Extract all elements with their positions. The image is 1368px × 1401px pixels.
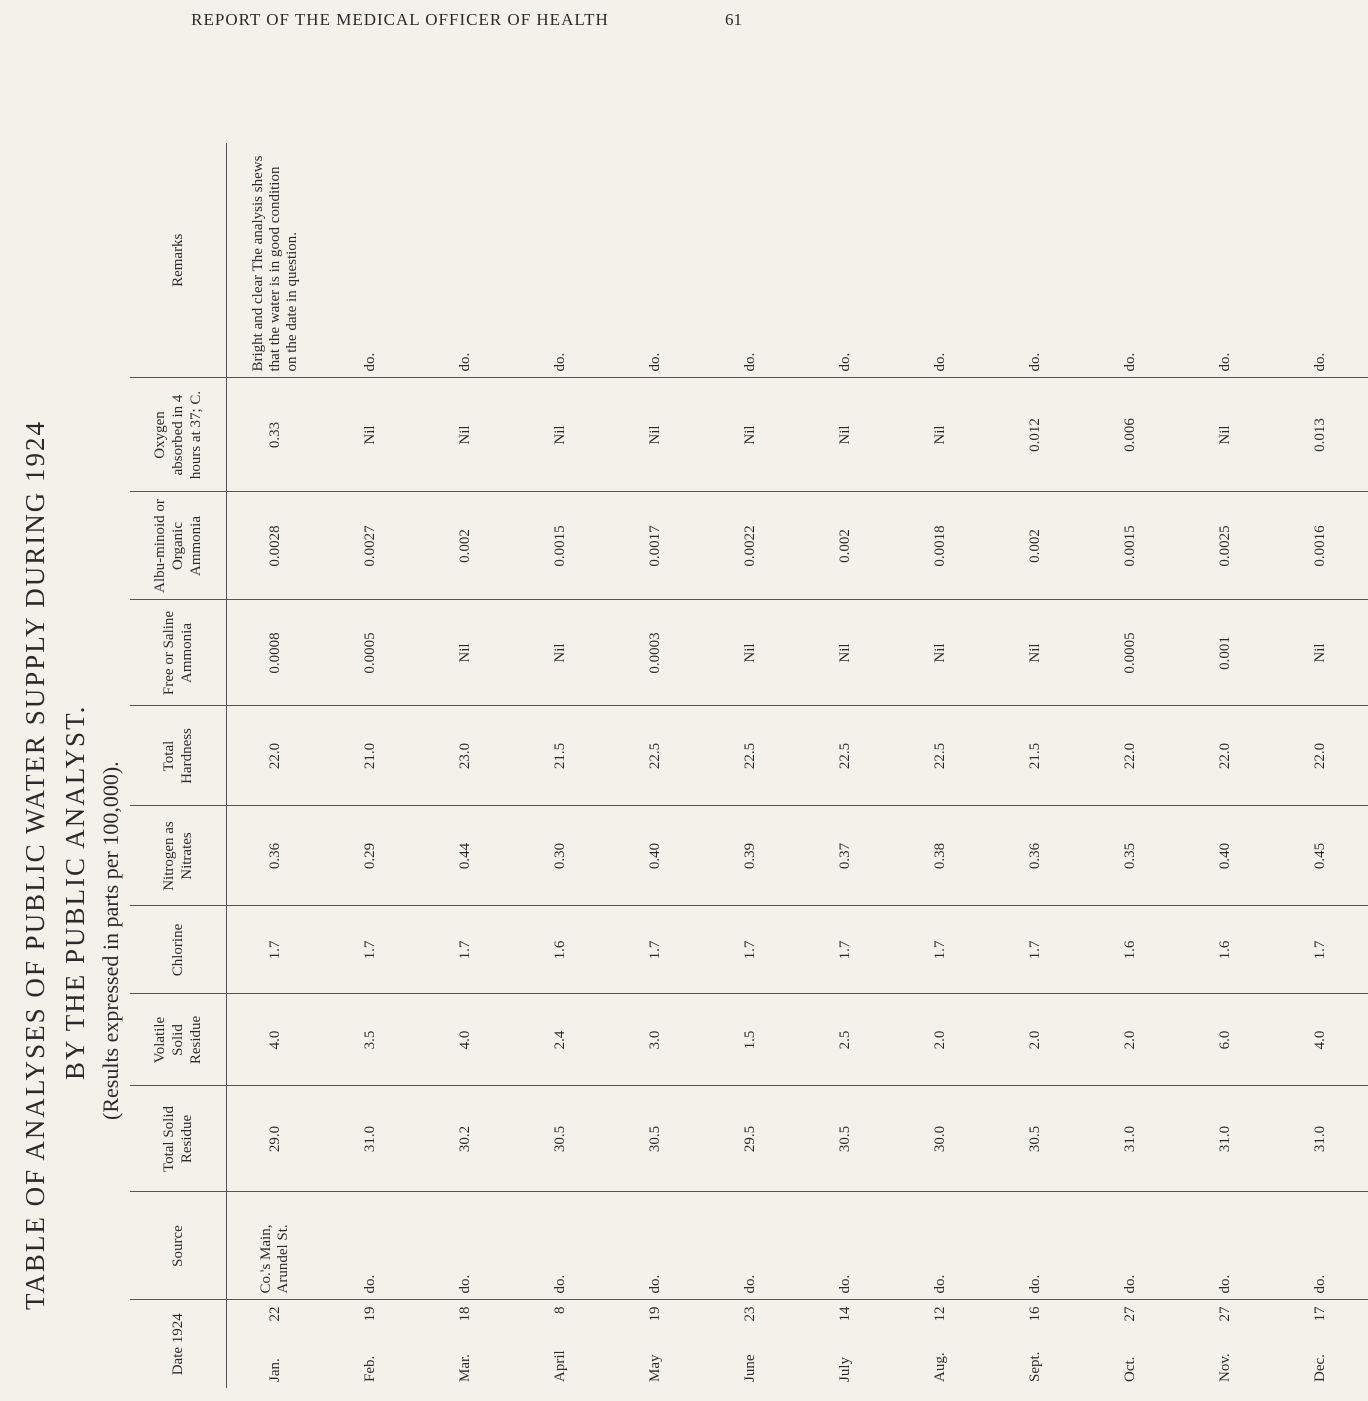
date-cell [1178, 1300, 1273, 1388]
nitrates-cell: 0.30 [513, 806, 608, 906]
date-cell [323, 1300, 418, 1388]
date-cell [1273, 1300, 1368, 1388]
units-note: (Results expressed in parts per 100,000). [98, 761, 123, 1120]
hardness-cell: 21.0 [323, 706, 418, 806]
volatile-solid-residue-cell: 6.0 [1178, 994, 1273, 1086]
nitrates-cell: 0.40 [608, 806, 703, 906]
chlorine-cell: 1.7 [323, 906, 418, 994]
nitrates-cell: 0.44 [418, 806, 513, 906]
albuminoid-ammonia-cell: 0.002 [418, 492, 513, 600]
free-ammonia-cell: 0.0008 [227, 600, 324, 706]
column-header: Remarks [130, 143, 227, 378]
volatile-solid-residue-cell: 4.0 [227, 994, 324, 1086]
free-ammonia-cell: Nil [418, 600, 513, 706]
nitrates-cell: 0.36 [227, 806, 324, 906]
volatile-solid-residue-cell: 2.5 [798, 994, 893, 1086]
date-cell [703, 1300, 798, 1388]
date-month: Feb. [362, 1355, 378, 1382]
oxygen-absorbed-cell: 0.006 [1083, 378, 1178, 492]
column-header: Source [130, 1192, 227, 1300]
date-month: July [837, 1356, 853, 1382]
source-cell: Co.'s Main, Arundel St. [227, 1192, 324, 1300]
date-cell [513, 1300, 608, 1388]
date-day: 19 [647, 1306, 663, 1322]
table-row [1273, 143, 1368, 1388]
total-solid-residue-cell: 30.5 [988, 1086, 1083, 1192]
remarks-cell: do. [1217, 352, 1233, 372]
table-row [1083, 143, 1178, 1388]
date-day: 12 [932, 1306, 948, 1322]
free-ammonia-cell: Nil [513, 600, 608, 706]
total-solid-residue-cell: 30.0 [893, 1086, 988, 1192]
source-cell: do. [703, 1192, 798, 1300]
volatile-solid-residue-cell: 2.0 [988, 994, 1083, 1086]
remarks-cell: do. [552, 352, 568, 372]
date-day: 22 [266, 1306, 283, 1322]
total-solid-residue-cell: 30.5 [608, 1086, 703, 1192]
hardness-cell: 22.0 [227, 706, 324, 806]
volatile-solid-residue-cell: 4.0 [1273, 994, 1368, 1086]
nitrates-cell: 0.38 [893, 806, 988, 906]
volatile-solid-residue-cell: 2.4 [513, 994, 608, 1086]
total-solid-residue-cell: 31.0 [1083, 1086, 1178, 1192]
source-cell: do. [1273, 1192, 1368, 1300]
table-row [703, 143, 798, 1388]
date-cell [418, 1300, 513, 1388]
date-month: Jan. [266, 1358, 283, 1382]
chlorine-cell: 1.7 [227, 906, 324, 994]
table-row [988, 143, 1083, 1388]
source-cell: do. [513, 1192, 608, 1300]
column-header: Oxygen absorbed in 4 hours at 37; C. [130, 378, 227, 492]
column-header: Total Hardness [130, 706, 227, 806]
column-header: Nitrogen as Nitrates [130, 806, 227, 906]
oxygen-absorbed-cell: 0.33 [227, 378, 324, 492]
albuminoid-ammonia-cell: 0.0022 [703, 492, 798, 600]
date-day: 27 [1217, 1306, 1233, 1322]
nitrates-cell: 0.37 [798, 806, 893, 906]
oxygen-absorbed-cell: Nil [893, 378, 988, 492]
volatile-solid-residue-cell: 3.0 [608, 994, 703, 1086]
remarks-cell: Bright and clear The analysis shews that the water is in good condition on the date in question. [249, 155, 300, 372]
date-day: 18 [457, 1306, 473, 1322]
chlorine-cell: 1.6 [1178, 906, 1273, 994]
free-ammonia-cell: 0.0005 [323, 600, 418, 706]
table-row [798, 143, 893, 1388]
date-month: Aug. [932, 1352, 948, 1382]
table-row [893, 143, 988, 1388]
albuminoid-ammonia-cell: 0.0027 [323, 492, 418, 600]
nitrates-cell: 0.40 [1178, 806, 1273, 906]
table-row [513, 143, 608, 1388]
oxygen-absorbed-cell: Nil [608, 378, 703, 492]
nitrates-cell: 0.35 [1083, 806, 1178, 906]
source-cell: do. [893, 1192, 988, 1300]
page-header [0, 8, 800, 44]
free-ammonia-cell: Nil [893, 600, 988, 706]
table-row [227, 143, 324, 1388]
chlorine-cell: 1.7 [798, 906, 893, 994]
albuminoid-ammonia-cell: 0.0015 [1083, 492, 1178, 600]
albuminoid-ammonia-cell: 0.002 [988, 492, 1083, 600]
nitrates-cell: 0.36 [988, 806, 1083, 906]
remarks-cell: do. [1027, 352, 1043, 372]
table-header-row [130, 143, 227, 1388]
hardness-cell: 22.0 [1083, 706, 1178, 806]
column-header: Volatile Solid Residue [130, 994, 227, 1086]
nitrates-cell: 0.45 [1273, 806, 1368, 906]
column-header: Date 1924 [130, 1300, 227, 1388]
table-subtitle: BY THE PUBLIC ANALYST. [60, 704, 90, 1080]
albuminoid-ammonia-cell: 0.0025 [1178, 492, 1273, 600]
chlorine-cell: 1.6 [1083, 906, 1178, 994]
chlorine-cell: 1.7 [703, 906, 798, 994]
total-solid-residue-cell: 31.0 [1178, 1086, 1273, 1192]
date-month: Oct. [1122, 1356, 1138, 1382]
analysis-table-wrapper [130, 143, 1328, 1388]
albuminoid-ammonia-cell: 0.0017 [608, 492, 703, 600]
chlorine-cell: 1.7 [608, 906, 703, 994]
free-ammonia-cell: Nil [988, 600, 1083, 706]
table-row [418, 143, 513, 1388]
total-solid-residue-cell: 29.0 [227, 1086, 324, 1192]
albuminoid-ammonia-cell: 0.002 [798, 492, 893, 600]
total-solid-residue-cell: 29.5 [703, 1086, 798, 1192]
source-cell: do. [798, 1192, 893, 1300]
source-cell: do. [1083, 1192, 1178, 1300]
albuminoid-ammonia-cell: 0.0015 [513, 492, 608, 600]
date-day: 19 [362, 1306, 378, 1322]
albuminoid-ammonia-cell: 0.0028 [227, 492, 324, 600]
oxygen-absorbed-cell: Nil [513, 378, 608, 492]
hardness-cell: 22.5 [703, 706, 798, 806]
date-month: May [647, 1354, 663, 1382]
chlorine-cell: 1.7 [418, 906, 513, 994]
oxygen-absorbed-cell: Nil [323, 378, 418, 492]
date-month: April [552, 1350, 568, 1382]
remarks-cell: do. [837, 352, 853, 372]
hardness-cell: 22.5 [893, 706, 988, 806]
date-month: June [742, 1354, 758, 1382]
column-header: Total Solid Residue [130, 1086, 227, 1192]
free-ammonia-cell: Nil [798, 600, 893, 706]
hardness-cell: 21.5 [988, 706, 1083, 806]
total-solid-residue-cell: 30.5 [798, 1086, 893, 1192]
chlorine-cell: 1.6 [513, 906, 608, 994]
table-row [1178, 143, 1273, 1388]
column-header: Albu-minoid or Organic Ammonia [130, 492, 227, 600]
date-cell [798, 1300, 893, 1388]
date-cell [893, 1300, 988, 1388]
date-day: 17 [1312, 1306, 1328, 1322]
free-ammonia-cell: Nil [1273, 600, 1368, 706]
volatile-solid-residue-cell: 3.5 [323, 994, 418, 1086]
oxygen-absorbed-cell: 0.012 [988, 378, 1083, 492]
source-cell: do. [988, 1192, 1083, 1300]
date-day: 16 [1027, 1306, 1043, 1322]
table-title: TABLE OF ANALYSES OF PUBLIC WATER SUPPLY DURING 1924 [20, 419, 50, 1310]
nitrates-cell: 0.29 [323, 806, 418, 906]
source-cell: do. [608, 1192, 703, 1300]
date-cell [988, 1300, 1083, 1388]
free-ammonia-cell: 0.001 [1178, 600, 1273, 706]
oxygen-absorbed-cell: Nil [418, 378, 513, 492]
analysis-table [130, 143, 1368, 1388]
source-cell: do. [323, 1192, 418, 1300]
date-month: Mar. [457, 1354, 473, 1382]
chlorine-cell: 1.7 [1273, 906, 1368, 994]
column-header: Chlorine [130, 906, 227, 994]
total-solid-residue-cell: 30.5 [513, 1086, 608, 1192]
page-number: 61 [725, 10, 742, 29]
column-header: Free or Saline Ammonia [130, 600, 227, 706]
remarks-cell: do. [742, 352, 758, 372]
remarks-cell: do. [362, 352, 378, 372]
date-day: 23 [742, 1306, 758, 1322]
albuminoid-ammonia-cell: 0.0016 [1273, 492, 1368, 600]
free-ammonia-cell: 0.0003 [608, 600, 703, 706]
total-solid-residue-cell: 31.0 [1273, 1086, 1368, 1192]
source-cell: do. [1178, 1192, 1273, 1300]
date-month: Dec. [1312, 1354, 1328, 1382]
date-cell [227, 1300, 324, 1388]
source-cell: do. [418, 1192, 513, 1300]
hardness-cell: 22.5 [798, 706, 893, 806]
remarks-cell: do. [457, 352, 473, 372]
remarks-cell: do. [1122, 352, 1138, 372]
table-row [323, 143, 418, 1388]
hardness-cell: 23.0 [418, 706, 513, 806]
hardness-cell: 22.0 [1273, 706, 1368, 806]
oxygen-absorbed-cell: 0.013 [1273, 378, 1368, 492]
date-cell [608, 1300, 703, 1388]
hardness-cell: 22.0 [1178, 706, 1273, 806]
hardness-cell: 22.5 [608, 706, 703, 806]
date-month: Sept. [1027, 1351, 1043, 1382]
volatile-solid-residue-cell: 2.0 [893, 994, 988, 1086]
volatile-solid-residue-cell: 1.5 [703, 994, 798, 1086]
volatile-solid-residue-cell: 4.0 [418, 994, 513, 1086]
chlorine-cell: 1.7 [988, 906, 1083, 994]
chlorine-cell: 1.7 [893, 906, 988, 994]
date-month: Nov. [1217, 1353, 1233, 1382]
date-day: 27 [1122, 1306, 1138, 1322]
remarks-cell: do. [1312, 352, 1328, 372]
remarks-cell: do. [647, 352, 663, 372]
hardness-cell: 21.5 [513, 706, 608, 806]
running-title: REPORT OF THE MEDICAL OFFICER OF HEALTH [191, 10, 609, 29]
date-day: 14 [837, 1306, 853, 1322]
date-cell [1083, 1300, 1178, 1388]
free-ammonia-cell: Nil [703, 600, 798, 706]
volatile-solid-residue-cell: 2.0 [1083, 994, 1178, 1086]
table-body [227, 143, 1368, 1388]
free-ammonia-cell: 0.0005 [1083, 600, 1178, 706]
table-row [608, 143, 703, 1388]
albuminoid-ammonia-cell: 0.0018 [893, 492, 988, 600]
oxygen-absorbed-cell: Nil [703, 378, 798, 492]
remarks-cell: do. [932, 352, 948, 372]
oxygen-absorbed-cell: Nil [1178, 378, 1273, 492]
date-day: 8 [552, 1306, 568, 1314]
total-solid-residue-cell: 31.0 [323, 1086, 418, 1192]
total-solid-residue-cell: 30.2 [418, 1086, 513, 1192]
nitrates-cell: 0.39 [703, 806, 798, 906]
oxygen-absorbed-cell: Nil [798, 378, 893, 492]
